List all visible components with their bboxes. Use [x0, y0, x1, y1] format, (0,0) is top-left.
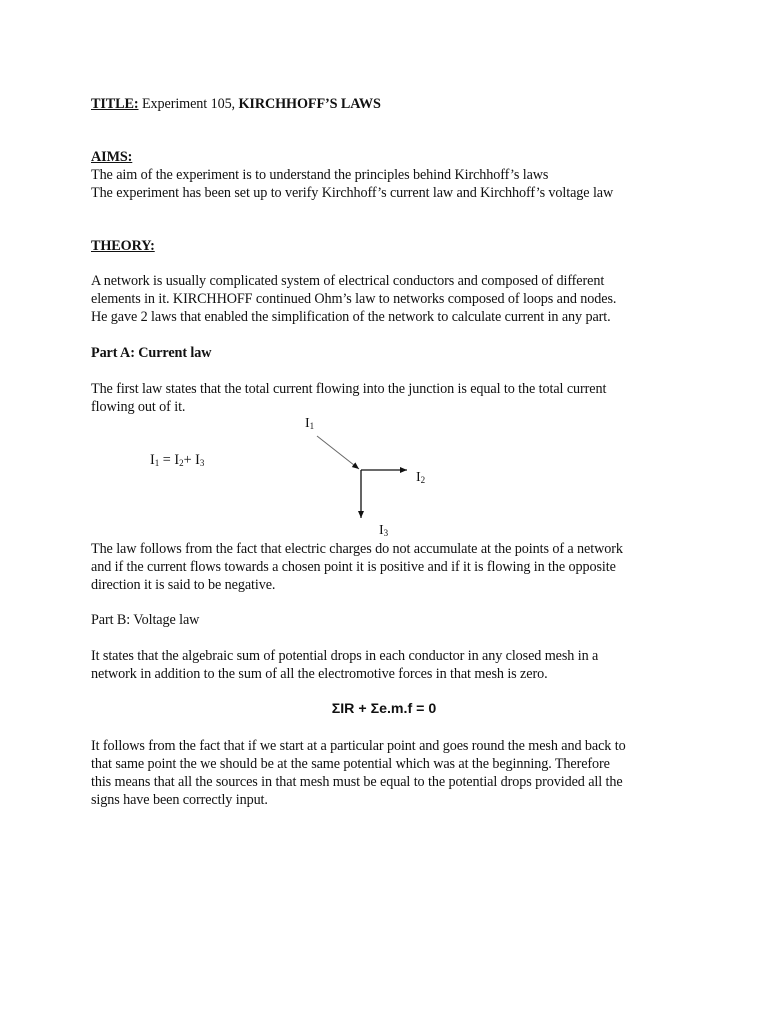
part-b-text-2: network in addition to the sum of all the electromotive forces in that mesh is zero. — [91, 666, 548, 682]
title-line — [91, 95, 381, 113]
title-label: TITLE: — [91, 96, 139, 112]
voltage-law-formula: ΣIR + Σe.m.f = 0 — [331, 701, 437, 717]
title-name: KIRCHHOFF’S LAWS — [238, 96, 381, 112]
part-a-heading: Part A: Current law — [91, 345, 212, 361]
part-a-explanation-1: The law follows from the fact that electric charges do not accumulate at the points of a network — [91, 541, 623, 557]
part-a-text-1: The first law states that the total current flowing into the junction is equal to the total current — [91, 381, 607, 397]
arrow-i1 — [317, 436, 359, 469]
part-b-explanation-4: signs have been correctly input. — [91, 792, 268, 808]
part-a-explanation-2: and if the current flows towards a chosen point it is positive and if it is flowing in the opposite — [91, 559, 616, 575]
theory-line-3: He gave 2 laws that enabled the simplification of the network to calculate current in any part. — [91, 309, 611, 325]
aims-line-2: The experiment has been set up to verify Kirchhoff’s current law and Kirchhoff’s voltage law — [91, 185, 614, 201]
aims-line-1: The aim of the experiment is to understand the principles behind Kirchhoff’s laws — [91, 167, 549, 183]
part-b-explanation-2: that same point the we should be at the same potential which was at the beginning. Therefore — [91, 756, 610, 772]
theory-line-1: A network is usually complicated system of electrical conductors and composed of different — [91, 273, 605, 289]
part-b-explanation-3: this means that all the sources in that mesh must be equal to the potential drops provided all the — [91, 774, 623, 790]
part-b-text-1: It states that the algebraic sum of potential drops in each conductor in any closed mesh in a — [91, 648, 599, 664]
label-i1: $I_1$ — [305, 416, 315, 431]
current-law-equation: $I_1 = I_2+ I_3$ — [150, 452, 205, 468]
part-a-explanation-3: direction it is said to be negative. — [91, 577, 276, 593]
theory-line-2: elements in it. KIRCHHOFF continued Ohm’s law to networks composed of loops and nodes. — [91, 291, 617, 307]
title-experiment: Experiment 105, — [138, 96, 239, 112]
theory-heading: THEORY: — [91, 238, 155, 254]
part-b-explanation-1: It follows from the fact that if we start at a particular point and goes round the mesh and back to — [91, 738, 626, 754]
label-i2: $I_2$ — [416, 470, 426, 485]
part-b-heading: Part B: Voltage law — [91, 612, 200, 628]
aims-heading: AIMS: — [91, 149, 133, 165]
label-i3: $I_3$ — [379, 523, 389, 538]
part-a-text-2: flowing out of it. — [91, 399, 186, 415]
